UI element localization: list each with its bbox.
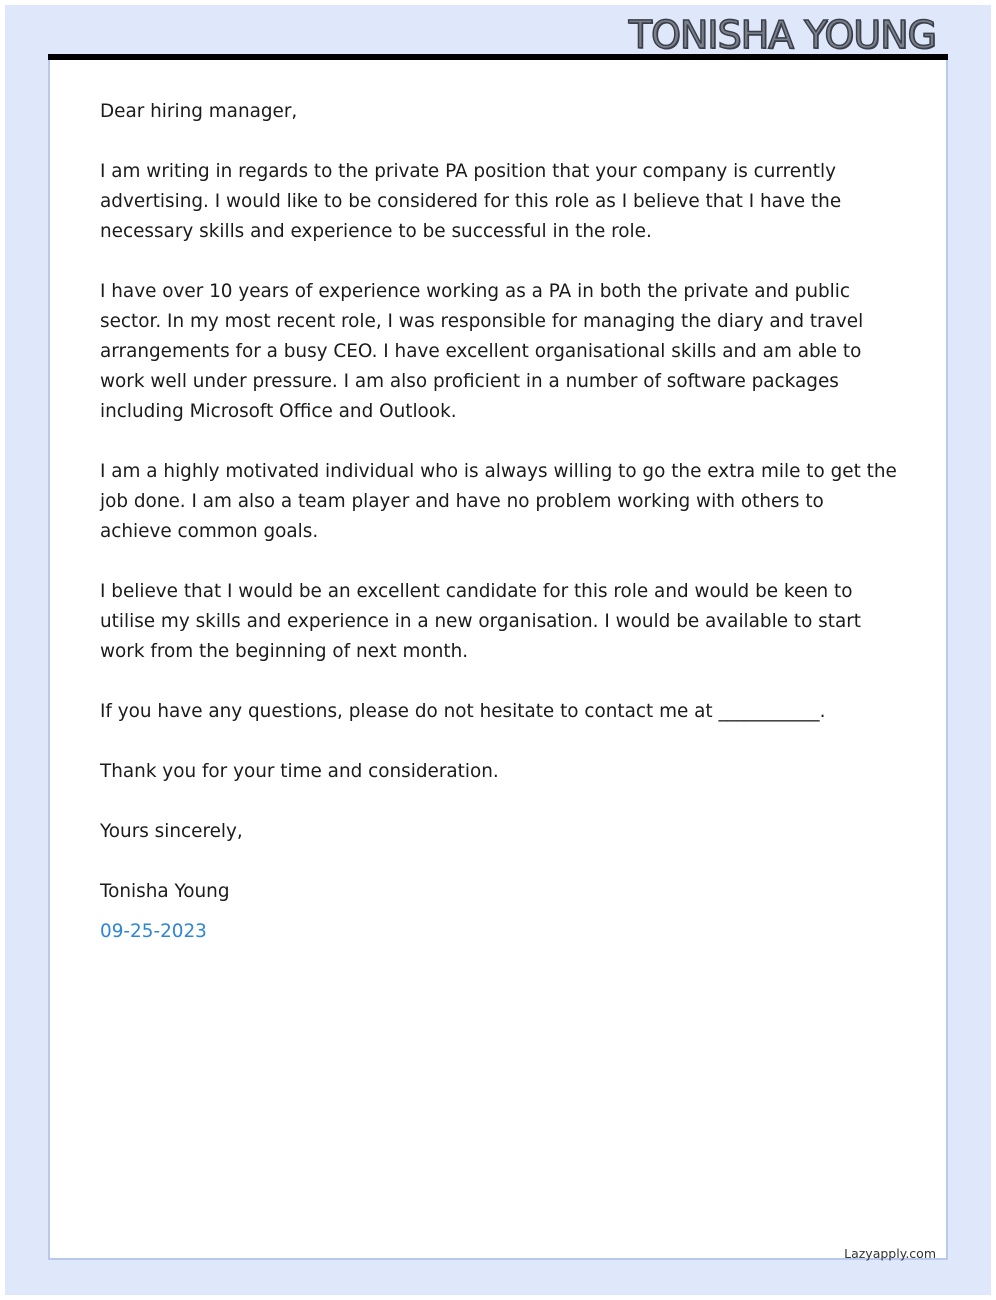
salutation: Dear hiring manager,: [100, 101, 298, 122]
letter-paragraph: I believe that I would be an excellent candidate for this role and would be keen to utilise my skills and experience in a new organisation. I would be available to start work from the beginning of next month.: [100, 581, 862, 662]
closing: Yours sincerely,: [100, 821, 243, 842]
contact-paragraph: If you have any questions, please do not hesitate to contact me at ___________.: [100, 701, 826, 722]
letter-date: 09-25-2023: [100, 921, 207, 942]
letter-paragraph: I am writing in regards to the private PA position that your company is currently advertising. I would like to be considered for this role as I believe that I have the necessary skills and experience to be successful in the role.: [100, 161, 842, 242]
thanks-paragraph: Thank you for your time and consideration.: [100, 761, 499, 782]
header-name: TONISHA YOUNG: [628, 13, 936, 57]
letter-paragraph: I am a highly motivated individual who is always willing to go the extra mile to get the job done. I am also a team player and have no problem working with others to achieve common goals.: [100, 461, 897, 542]
letter-body: [100, 97, 900, 947]
footer-brand: Lazyapply.com: [844, 1246, 936, 1261]
signature: Tonisha Young: [100, 881, 230, 902]
letter-paragraph: I have over 10 years of experience working as a PA in both the private and public sector. In my most recent role, I was responsible for managing the diary and travel arrangements for a busy CEO. I have excellent organisational skills and am able to work well under pressure. I am also proficient in a number of software packages including Microsoft Office and Outlook.: [100, 281, 864, 422]
